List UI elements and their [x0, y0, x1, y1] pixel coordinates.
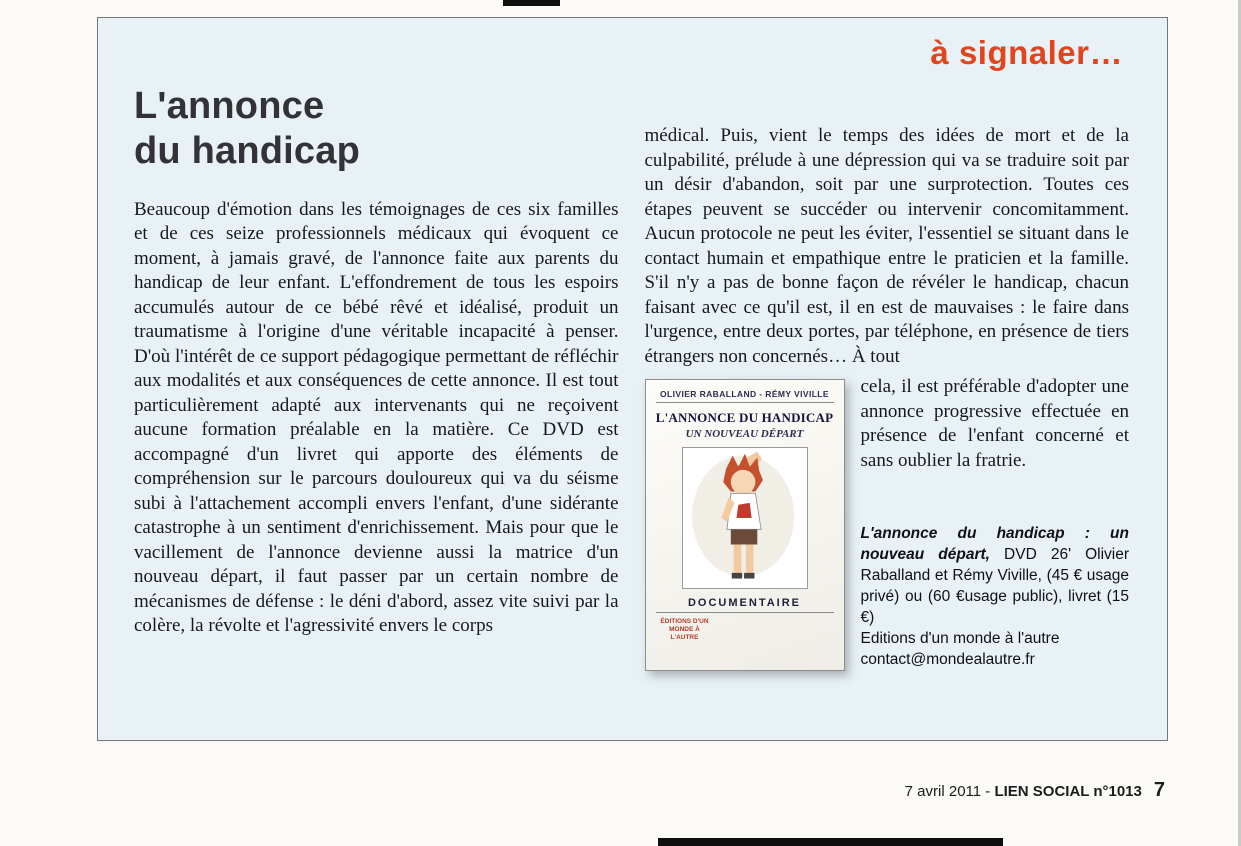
- article-title-line2: du handicap: [134, 129, 360, 172]
- footer-page-number: 7: [1153, 779, 1165, 801]
- article-panel: [97, 17, 1168, 741]
- footer-date: 7 avril 2011 -: [904, 783, 995, 800]
- dvd-cover-illustration: [682, 447, 808, 589]
- article-columns: [98, 18, 1167, 677]
- dvd-cover-publisher-logo: ÉDITIONS D'UN MONDE À L'AUTRE: [660, 618, 709, 642]
- footer-journal-name: LIEN SOCIAL n°1013: [994, 783, 1142, 800]
- article-title-line1: L'annonce: [134, 85, 325, 127]
- girl-illustration-icon: [683, 448, 807, 588]
- dvd-cover-title: L'ANNONCE DU HANDICAP: [655, 410, 834, 425]
- citation-publisher: Editions d'un monde à l'autre: [860, 630, 1060, 647]
- page-footer: [905, 779, 1165, 802]
- article-body-left: Beaucoup d'émotion dans les témoignages de ces six familles et de ces seize professionnels médicaux qui évoquent ce moment, à jamais gravé, de l'annonce faite aux parents du handicap de leur enfant. L'effondrement de tous les espoirs accumulés autour de ce bébé rêvé et idéalisé, produit un traumatisme à l'origine d'une véritable incapacité à penser. D'où l'intérêt de ce support pédagogique permettant de réfléchir aux modalités et aux conséquences de cette annonce. Il est tout particulièrement adapté aux intervenants qui ne reçoivent aucune formation préalable en la matière. Ce DVD est accompagné d'un livret qui apporte des éléments de compréhension sur le parcours douloureux qui va du séisme subi à l'attachement accompli envers l'enfant, d'une sidérante catastrophe à un sentiment d'enrichissement. Mais pour que le vacillement de l'annonce devienne aussi la matrice d'un nouveau départ, il faut passer par un certain nombre de mécanismes de défense : le déni d'abord, assez vite suivi par la colère, la révolte et l'agressivité envers le corps: [134, 198, 619, 637]
- dvd-cover-subtitle: UN NOUVEAU DÉPART: [685, 428, 804, 440]
- left-column: [134, 84, 619, 677]
- section-label: à signaler…: [930, 34, 1123, 71]
- article-body-right: médical. Puis, vient le temps des idées de mort et de la culpabilité, prélude à une dépression qui va se traduire soit par un désir d'abandon, soit par une surprotection. Toutes ces étapes peuvent se succéder ou intervenir concomitamment. Aucun protocole ne peut les éviter, l'essentiel se situant dans le contact humain et empathique entre le praticien et la famille. S'il n'y a pas de bonne façon de révéler le handicap, chacun faisant avec ce qu'il est, il en est de mauvaises : le faire dans l'urgence, entre deux portes, par téléphone, en présence de tiers étrangers non concernés… À tout: [644, 125, 1129, 367]
- dvd-cover-bottom: [656, 618, 834, 642]
- citation-title: L'annonce du handicap : un nouveau départ,: [860, 525, 1129, 563]
- dvd-wrap-zone: [645, 375, 1130, 677]
- article-title: [134, 84, 619, 174]
- scan-artifact-bottom: [658, 838, 1003, 846]
- citation-email: contact@mondealautre.fr: [860, 651, 1035, 668]
- citation-details: DVD 26' Olivier Raballand et Rémy Viville, (45 € usage privé) ou (60 €usage public), livret (15 €): [860, 546, 1130, 626]
- right-column: [645, 84, 1130, 677]
- dvd-cover-authors: OLIVIER RABALLAND - RÉMY VIVILLE: [656, 389, 834, 403]
- dvd-cover: [645, 379, 845, 671]
- article-body-right-wrap: cela, il est préférable d'adopter une annonce progressive effectuée en présence de l'enfant concerné et sans oublier la fratrie.: [860, 376, 1129, 471]
- dvd-cover-genre: DOCUMENTAIRE: [656, 595, 834, 613]
- dvd-citation: [861, 523, 1130, 670]
- scan-artifact-top: [503, 0, 560, 6]
